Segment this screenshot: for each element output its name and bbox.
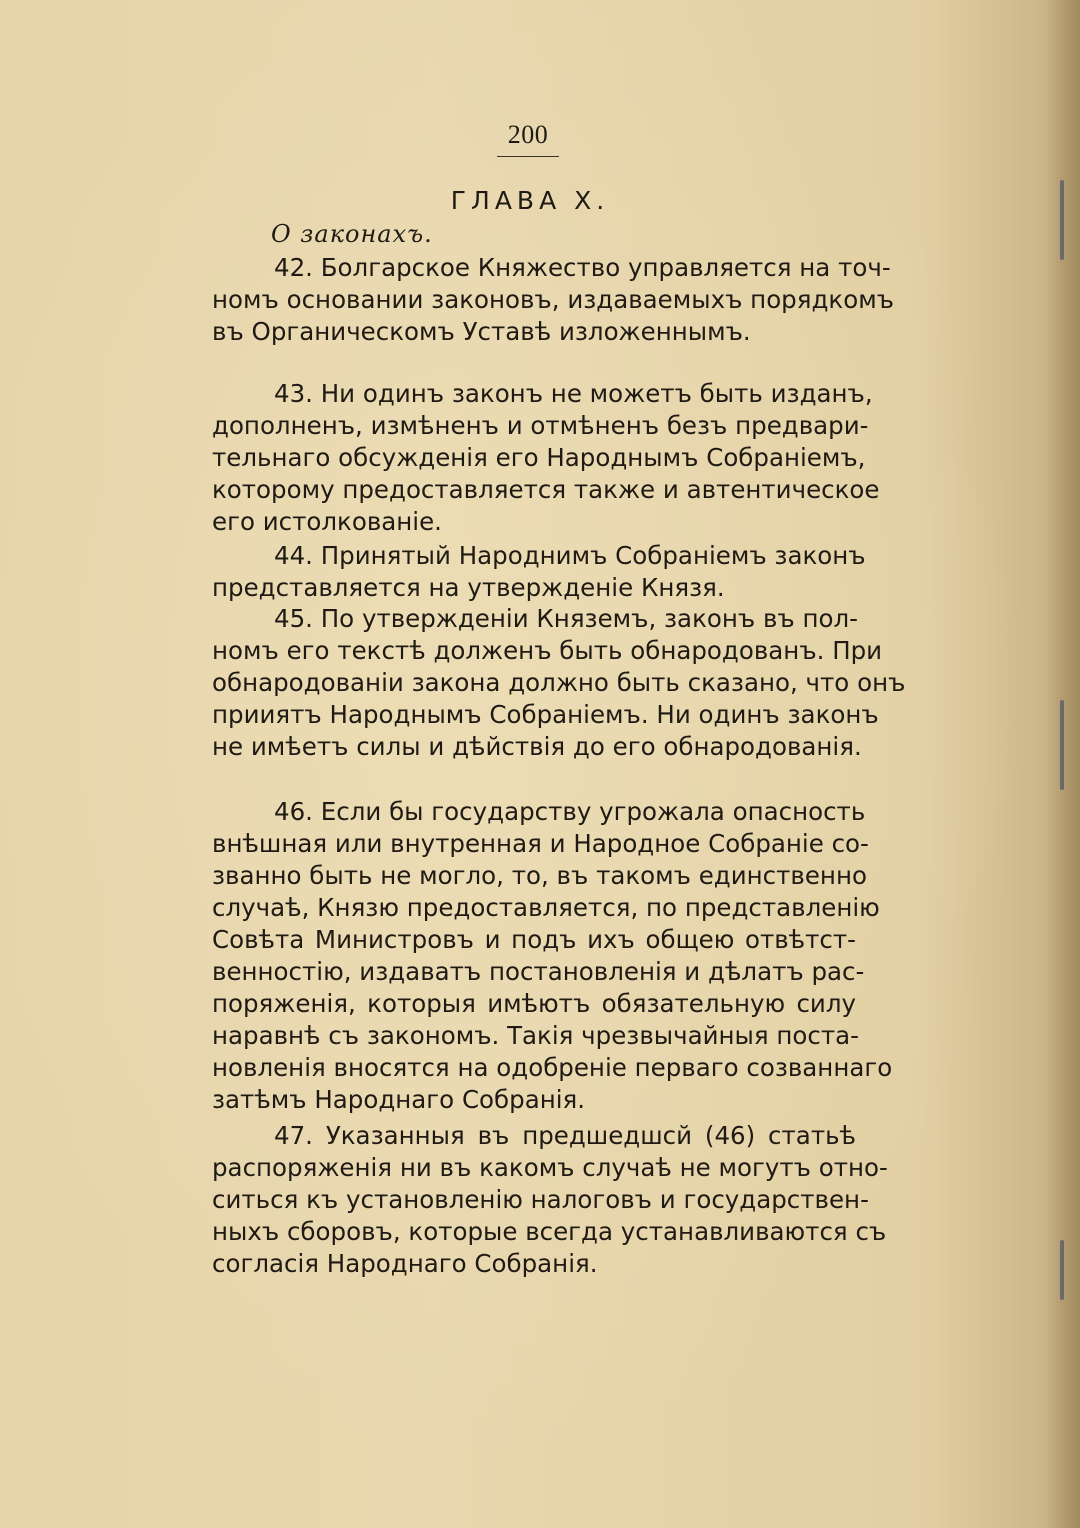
binding-stitch	[1060, 1240, 1064, 1300]
text-line: распоряженія ни въ какомъ случаѣ не могутъ отно-	[212, 1153, 888, 1182]
chapter-title: ГЛАВА X.	[450, 186, 610, 215]
text-line: 46. Если бы государству угрожала опасность	[274, 797, 866, 826]
text-line: согласія Народнаго Собранія.	[212, 1249, 598, 1278]
text-line: венностію, издаватъ постановленія и дѣлатъ рас-	[212, 957, 865, 986]
text-line: 47. Указанныя въ предшедшсй (46) статьѣ	[274, 1121, 856, 1150]
text-line: прииятъ Народнымъ Собраніемъ. Ни одинъ законъ	[212, 700, 879, 729]
text-line: 42. Болгарское Княжество управляется на точ-	[274, 253, 891, 282]
text-line: Совѣта Министровъ и подъ ихъ общею отвѣтст-	[212, 925, 856, 954]
binding-stitch	[1060, 700, 1064, 790]
text-line: не имѣетъ силы и дѣйствія до его обнародованія.	[212, 732, 862, 761]
text-line: представляется на утвержденіе Князя.	[212, 573, 725, 602]
text-line: номъ его текстѣ долженъ быть обнародованъ. При	[212, 636, 883, 665]
text-line: 44. Принятый Народнимъ Собраніемъ законъ	[274, 541, 866, 570]
text-line: новленія вносятся на одобреніе перваго созваннаго	[212, 1053, 893, 1082]
article-46	[212, 796, 893, 1116]
text-line: 43. Ни одинъ законъ не можетъ быть изданъ,	[274, 379, 873, 408]
text-line: поряженія, которыя имѣютъ обязательную силу	[212, 989, 856, 1018]
chapter-subtitle: О законахъ.	[271, 220, 433, 248]
text-line: ныхъ сборовъ, которые всегда устанавливаются съ	[212, 1217, 887, 1246]
text-line: дополненъ, измѣненъ и отмѣненъ безъ предвари-	[212, 411, 869, 440]
page-number: 200	[507, 120, 549, 149]
article-42	[212, 252, 894, 348]
text-line: затѣмъ Народнаго Собранія.	[212, 1085, 586, 1114]
text-line: тельнаго обсужденія его Народнымъ Собраніемъ,	[212, 443, 866, 472]
text-line: внѣшная или внутренная и Народное Собраніе со-	[212, 829, 869, 858]
text-line: номъ основании законовъ, издаваемыхъ порядкомъ	[212, 285, 894, 314]
article-47	[212, 1120, 888, 1280]
text-line: ситься къ установленію налоговъ и государствен-	[212, 1185, 869, 1214]
text-line: которому предоставляется также и автентическое	[212, 475, 880, 504]
page-number-rule	[497, 156, 559, 157]
text-line: наравнѣ съ закономъ. Такія чрезвычайныя поста-	[212, 1021, 860, 1050]
article-44	[212, 540, 866, 604]
text-line: въ Органическомъ Уставѣ изложеннымъ.	[212, 317, 751, 346]
binding-stitch	[1060, 180, 1064, 260]
article-45	[212, 603, 906, 763]
text-line: его истолкованіе.	[212, 507, 442, 536]
text-line: 45. По утвержденіи Княземъ, законъ въ пол-	[274, 604, 859, 633]
text-line: случаѣ, Князю предоставляется, по представленію	[212, 893, 880, 922]
text-line: званно быть не могло, то, въ такомъ единственно	[212, 861, 867, 890]
article-43	[212, 378, 880, 538]
text-line: обнародованіи закона должно быть сказано, что онъ	[212, 668, 906, 697]
